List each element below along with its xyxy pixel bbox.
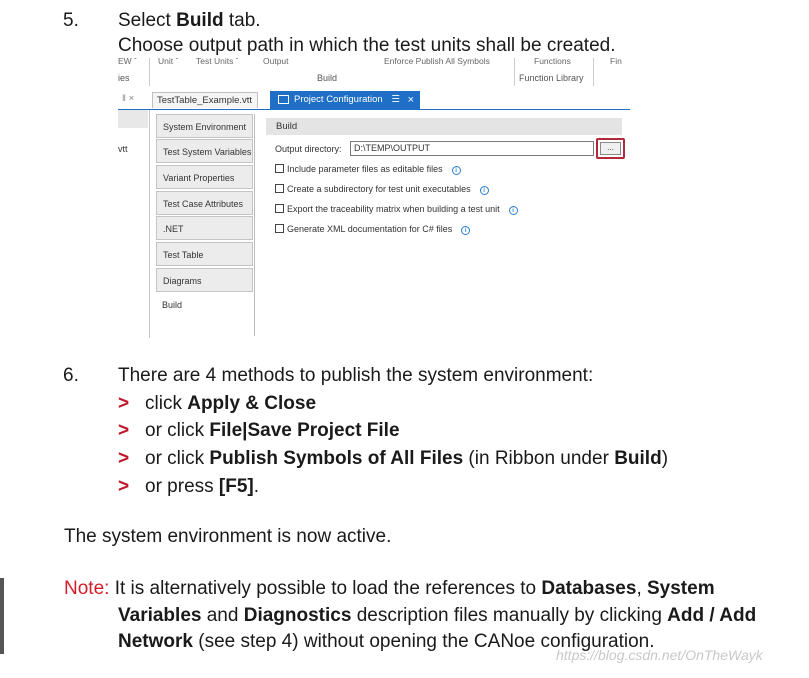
ribbon-item-output[interactable]: Output [263, 58, 289, 66]
note-label: Note: [64, 578, 110, 599]
ribbon-item[interactable]: Test Units ˇ [196, 58, 239, 66]
ribbon-item-enforce[interactable]: Enforce Publish All Symbols [384, 58, 490, 66]
explorer-item-vtt[interactable]: vtt [118, 144, 128, 154]
step-6-number: 6. [63, 365, 79, 386]
bullet-glyph: > [118, 448, 130, 469]
watermark: https://blog.csdn.net/OnTheWayk [556, 647, 763, 663]
nav-dotnet[interactable]: .NET [156, 216, 253, 240]
method-3: or click Publish Symbols of All Files (in Ribbon under Build) [145, 448, 669, 469]
active-statement: The system environment is now active. [64, 526, 392, 547]
info-icon[interactable]: i [452, 166, 461, 175]
note-line-2: Variables and Diagnostics description files manually by clicking Add / Add [118, 605, 757, 626]
bullet-glyph: > [118, 420, 130, 441]
step-5-line-2: Choose output path in which the test units shall be created. [118, 35, 616, 56]
checkbox-export-traceability[interactable]: Export the traceability matrix when building a test unit i [275, 202, 518, 216]
tabs-underline [118, 109, 630, 110]
nav-system-environment[interactable]: System Environment [156, 114, 253, 138]
checkbox[interactable] [275, 224, 284, 233]
checkbox[interactable] [275, 204, 284, 213]
explorer-highlight [118, 110, 148, 128]
margin-bar [0, 578, 4, 654]
checkbox[interactable] [275, 184, 284, 193]
ribbon-separator [514, 58, 515, 86]
ribbon-separator [593, 58, 594, 86]
method-1: click Apply & Close [145, 393, 317, 414]
ribbon-group-label: ies [118, 73, 130, 83]
nav-build[interactable]: Build [156, 293, 253, 317]
nav-test-system-variables[interactable]: Test System Variables [156, 139, 253, 163]
method-2: or click File|Save Project File [145, 420, 400, 441]
checkbox-create-subdirectory[interactable]: Create a subdirectory for test unit executables i [275, 182, 489, 196]
info-icon[interactable]: i [461, 226, 470, 235]
ribbon-item-functions[interactable]: Functions [534, 58, 571, 66]
nav-border [254, 114, 255, 336]
ribbon-item[interactable]: Unit ˇ [158, 58, 179, 66]
info-icon[interactable]: i [509, 206, 518, 215]
config-nav [156, 114, 254, 336]
left-tab-x[interactable]: ‖ × [122, 93, 135, 104]
ribbon-group-label: Build [317, 73, 338, 83]
explorer-divider [149, 110, 150, 338]
method-4: or press [F5]. [145, 476, 260, 497]
nav-diagrams[interactable]: Diagrams [156, 268, 253, 292]
panel-title-build: Build [266, 118, 622, 135]
checkbox-generate-xml[interactable]: Generate XML documentation for C# files i [275, 222, 470, 236]
nav-variant-properties[interactable]: Variant Properties [156, 165, 253, 189]
config-icon [278, 95, 289, 104]
tab-testtable-example[interactable]: TestTable_Example.vtt [152, 92, 258, 108]
step-5-number: 5. [63, 10, 79, 31]
close-icon[interactable]: × [407, 94, 414, 106]
left-explorer [118, 110, 148, 338]
ribbon-item[interactable]: EW ˇ [118, 58, 137, 66]
note-line-1: Note: It is alternatively possible to load the references to Databases, System [64, 578, 715, 599]
embedded-screenshot [118, 58, 630, 338]
tab-project-configuration[interactable]: Project Configuration ☰ × [270, 91, 420, 109]
bullet-glyph: > [118, 393, 130, 414]
pin-icon[interactable]: ☰ [391, 94, 400, 105]
step-5-line-1: Select Build tab. [118, 10, 261, 31]
note-line-3: Network (see step 4) without opening the CANoe configuration. [118, 631, 655, 652]
output-directory-input[interactable]: D:\TEMP\OUTPUT [350, 141, 594, 156]
browse-button[interactable]: ... [600, 142, 621, 155]
nav-test-table[interactable]: Test Table [156, 242, 253, 266]
bullet-glyph: > [118, 476, 130, 497]
checkbox-include-parameter-files[interactable]: Include parameter files as editable files i [275, 162, 461, 176]
ribbon-groups [118, 72, 630, 86]
step-6-intro: There are 4 methods to publish the system environment: [118, 365, 594, 386]
ribbon-top-row [118, 58, 630, 72]
checkbox[interactable] [275, 164, 284, 173]
info-icon[interactable]: i [480, 186, 489, 195]
nav-test-case-attributes[interactable]: Test Case Attributes [156, 191, 253, 215]
output-directory-label: Output directory: [275, 144, 342, 154]
ribbon-item-find[interactable]: Fin [610, 58, 622, 66]
ribbon-separator [149, 58, 150, 86]
document-tabs [118, 91, 630, 109]
ribbon-group-label: Function Library [519, 73, 584, 83]
